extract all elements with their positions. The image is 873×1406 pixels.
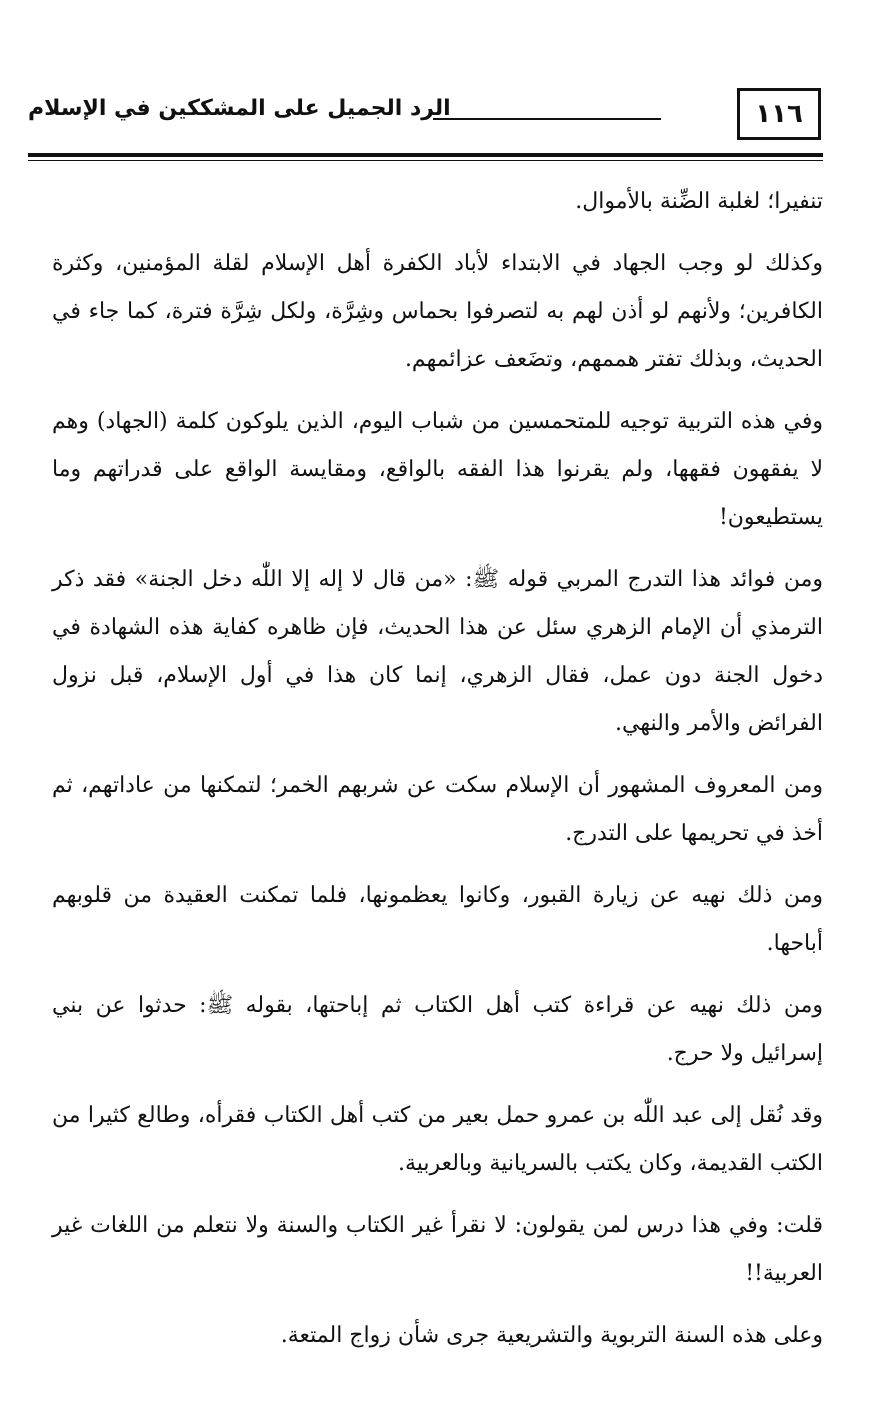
- paragraph: ومن ذلك نهيه عن قراءة كتب أهل الكتاب ثم إباحتها، بقوله ﷺ: حدثوا عن بني إسرائيل ولا حرج.: [52, 993, 823, 1066]
- header-dash-rule: [433, 118, 661, 120]
- paragraph: قلت: وفي هذا درس لمن يقولون: لا نقرأ غير الكتاب والسنة ولا نتعلم من اللغات غير العربية!!: [52, 1213, 823, 1286]
- paragraph: وكذلك لو وجب الجهاد في الابتداء لأباد الكفرة أهل الإسلام لقلة المؤمنين، وكثرة الكافرين؛ ولأنهم لو أذن لهم به لتصرفوا بحماس وشِرَّة، ولكل شِرَّة فترة، كما جاء في الحديث، وبذلك تفتر هممهم، وتضَعف عزائمهم.: [52, 251, 823, 372]
- header-rule-thin: [28, 160, 823, 161]
- running-title: الرد الجميل على المشككين في الإسلام: [28, 96, 451, 121]
- paragraph: ومن ذلك نهيه عن زيارة القبور، وكانوا يعظمونها، فلما تمكنت العقيدة من قلوبهم أباحها.: [52, 883, 823, 956]
- paragraph: ومن فوائد هذا التدرج المربي قوله ﷺ: «من قال لا إله إلا اللّٰه دخل الجنة» فقد ذكر الترمذي أن الإمام الزهري سئل عن هذا الحديث، فإن ظاهره كفاية هذه الشهادة في دخول الجنة دون عمل، فقال الزهري، إنما كان هذا في أول الإسلام، قبل نزول الفرائض والأمر والنهي.: [52, 567, 824, 736]
- paragraph: وقد نُقل إلى عبد اللّٰه بن عمرو حمل بعير من كتب أهل الكتاب فقرأه، وطالع كثيرا من الكتب القديمة، وكان يكتب بالسريانية وبالعربية.: [52, 1103, 823, 1176]
- paragraph: وعلى هذه السنة التربوية والتشريعية جرى شأن زواج المتعة.: [280, 1323, 823, 1348]
- page-body: [52, 178, 823, 1374]
- paragraph: وفي هذه التربية توجيه للمتحمسين من شباب اليوم، الذين يلوكون كلمة (الجهاد) وهم لا يفقهون فقهها، ولم يقرنوا هذا الفقه بالواقع، ومقايسة الواقع على قدراتهم وما يستطيعون!: [52, 409, 823, 530]
- header-rule-thick: [28, 153, 823, 157]
- paragraph: ومن المعروف المشهور أن الإسلام سكت عن شربهم الخمر؛ لتمكنها من عاداتهم، ثم أخذ في تحريمها على التدرج.: [52, 773, 823, 846]
- paragraph: تنفيرا؛ لغلبة الضِّنة بالأموال.: [575, 189, 823, 214]
- page-header: [28, 88, 821, 152]
- page-number: ١١٦: [737, 88, 821, 140]
